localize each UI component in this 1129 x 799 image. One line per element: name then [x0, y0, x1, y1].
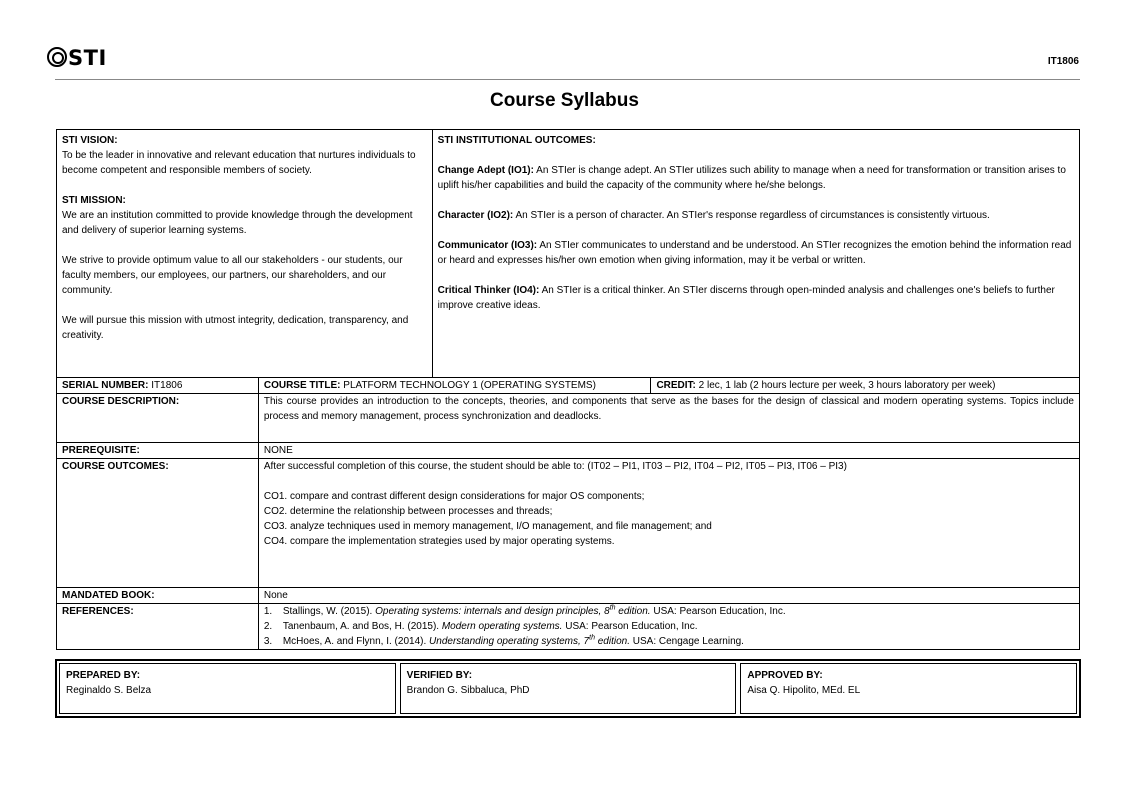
course-outcomes-intro: After successful completion of this course, the student should be able to: (IT02 – PI1, IT03 – PI2, IT04 – PI2, IT05 – PI3, IT06 – PI3) [263, 461, 847, 472]
prerequisite-row [57, 443, 1080, 459]
prepared-by-name: Reginaldo S. Belza [66, 685, 152, 696]
outcome-io4: Critical Thinker (IO4): An STIer is a critical thinker. An STIer discerns through open-minded analysis and challenges one's beliefs to further improve creative ideas. [437, 285, 1055, 311]
mission-p3: We will pursue this mission with utmost integrity, dedication, transparency, and creativity. [62, 315, 409, 341]
course-outcome-item: CO4. compare the implementation strategies used by major operating systems. [263, 536, 615, 547]
prerequisite-value: NONE [258, 443, 1079, 459]
sti-logo: STI [47, 46, 107, 70]
course-outcome-item: CO2. determine the relationship between processes and threads; [263, 506, 553, 517]
verified-by-name: Brandon G. Sibbaluca, PhD [406, 685, 530, 696]
mission-p1: We are an institution committed to provide knowledge through the development and delivery of superior learning systems. [62, 210, 413, 236]
prepared-by-cell [59, 663, 396, 714]
approved-by-cell [740, 663, 1077, 714]
mandated-book-label: MANDATED BOOK: [62, 590, 155, 601]
course-outcomes-row [57, 459, 1080, 588]
signature-block [55, 659, 1081, 718]
mission-heading: STI MISSION: [62, 195, 126, 206]
reference-item: 2. Tanenbaum, A. and Bos, H. (2015). Modern operating systems. USA: Pearson Education, Inc. [263, 621, 698, 632]
course-info-row [57, 378, 1080, 394]
credit-value: 2 lec, 1 lab (2 hours lecture per week, 3 hours laboratory per week) [695, 380, 996, 391]
credit-cell: CREDIT: 2 lec, 1 lab (2 hours lecture per week, 3 hours laboratory per week) [651, 378, 1080, 394]
outcome-io1: Change Adept (IO1): An STIer is change adept. An STIer utilizes such ability to manage when a need for transformation or transition arises to uplift his/her capabilities and build the capacity of the community where he/she belongs. [437, 165, 1066, 191]
vision-text: To be the leader in innovative and relevant education that nurtures individuals to become competent and responsible members of society. [62, 150, 416, 176]
description-label: COURSE DESCRIPTION: [62, 396, 180, 407]
approved-by-label: APPROVED BY: [747, 670, 823, 681]
description-row [57, 394, 1080, 443]
document-code: IT1806 [1047, 56, 1079, 67]
sti-logo-icon [47, 47, 67, 67]
mission-p2: We strive to provide optimum value to all our stakeholders - our students, our faculty members, our employees, our partners, our shareholders, and our community. [62, 255, 403, 296]
outcomes-heading: STI INSTITUTIONAL OUTCOMES: [437, 135, 596, 146]
outcome-io2: Character (IO2): An STIer is a person of character. An STIer's response regardless of circumstances is consistently virtuous. [437, 210, 990, 221]
header-divider [55, 79, 1080, 80]
course-outcomes-label: COURSE OUTCOMES: [62, 461, 169, 472]
course-title-cell: COURSE TITLE: PLATFORM TECHNOLOGY 1 (OPERATING SYSTEMS) [258, 378, 651, 394]
serial-number-cell: SERIAL NUMBER: IT1806 [57, 378, 259, 394]
vision-mission-cell [57, 130, 433, 378]
syllabus-table [56, 129, 1080, 650]
prerequisite-label: PREREQUISITE: [62, 445, 140, 456]
reference-item: 3. McHoes, A. and Flynn, I. (2014). Understanding operating systems, 7th edition. USA: Cengage Learning. [263, 634, 744, 647]
serial-number: IT1806 [148, 380, 183, 391]
approved-by-name: Aisa Q. Hipolito, MEd. EL [747, 685, 861, 696]
vision-outcomes-row [57, 130, 1080, 378]
vision-heading: STI VISION: [62, 135, 118, 146]
references-row [57, 604, 1080, 650]
page-title: Course Syllabus [490, 90, 639, 111]
course-title: PLATFORM TECHNOLOGY 1 (OPERATING SYSTEMS) [340, 380, 596, 391]
course-outcome-item: CO1. compare and contrast different design considerations for major OS components; [263, 491, 645, 502]
prepared-by-label: PREPARED BY: [66, 670, 141, 681]
mandated-book-value: None [258, 588, 1079, 604]
description-text: This course provides an introduction to the concepts, theories, and components that serve as the bases for the design of classical and modern operating systems. Topics include process and memory management, process synchronization and deadlocks. [258, 394, 1079, 443]
verified-by-cell [400, 663, 737, 714]
references-label: REFERENCES: [62, 606, 134, 617]
outcome-io3: Communicator (IO3): An STIer communicates to understand and be understood. An STIer recognizes the emotion behind the information read or heard and expresses his/her own emotion when giving information, may it be verbal or written. [437, 240, 1072, 266]
course-outcome-item: CO3. analyze techniques used in memory management, I/O management, and file management; and [263, 521, 712, 532]
verified-by-label: VERIFIED BY: [406, 670, 473, 681]
mandated-book-row [57, 588, 1080, 604]
reference-item: 1. Stallings, W. (2015). Operating systems: internals and design principles, 8th edition. USA: Pearson Education, Inc. [263, 604, 786, 617]
institutional-outcomes-cell [432, 130, 1079, 378]
